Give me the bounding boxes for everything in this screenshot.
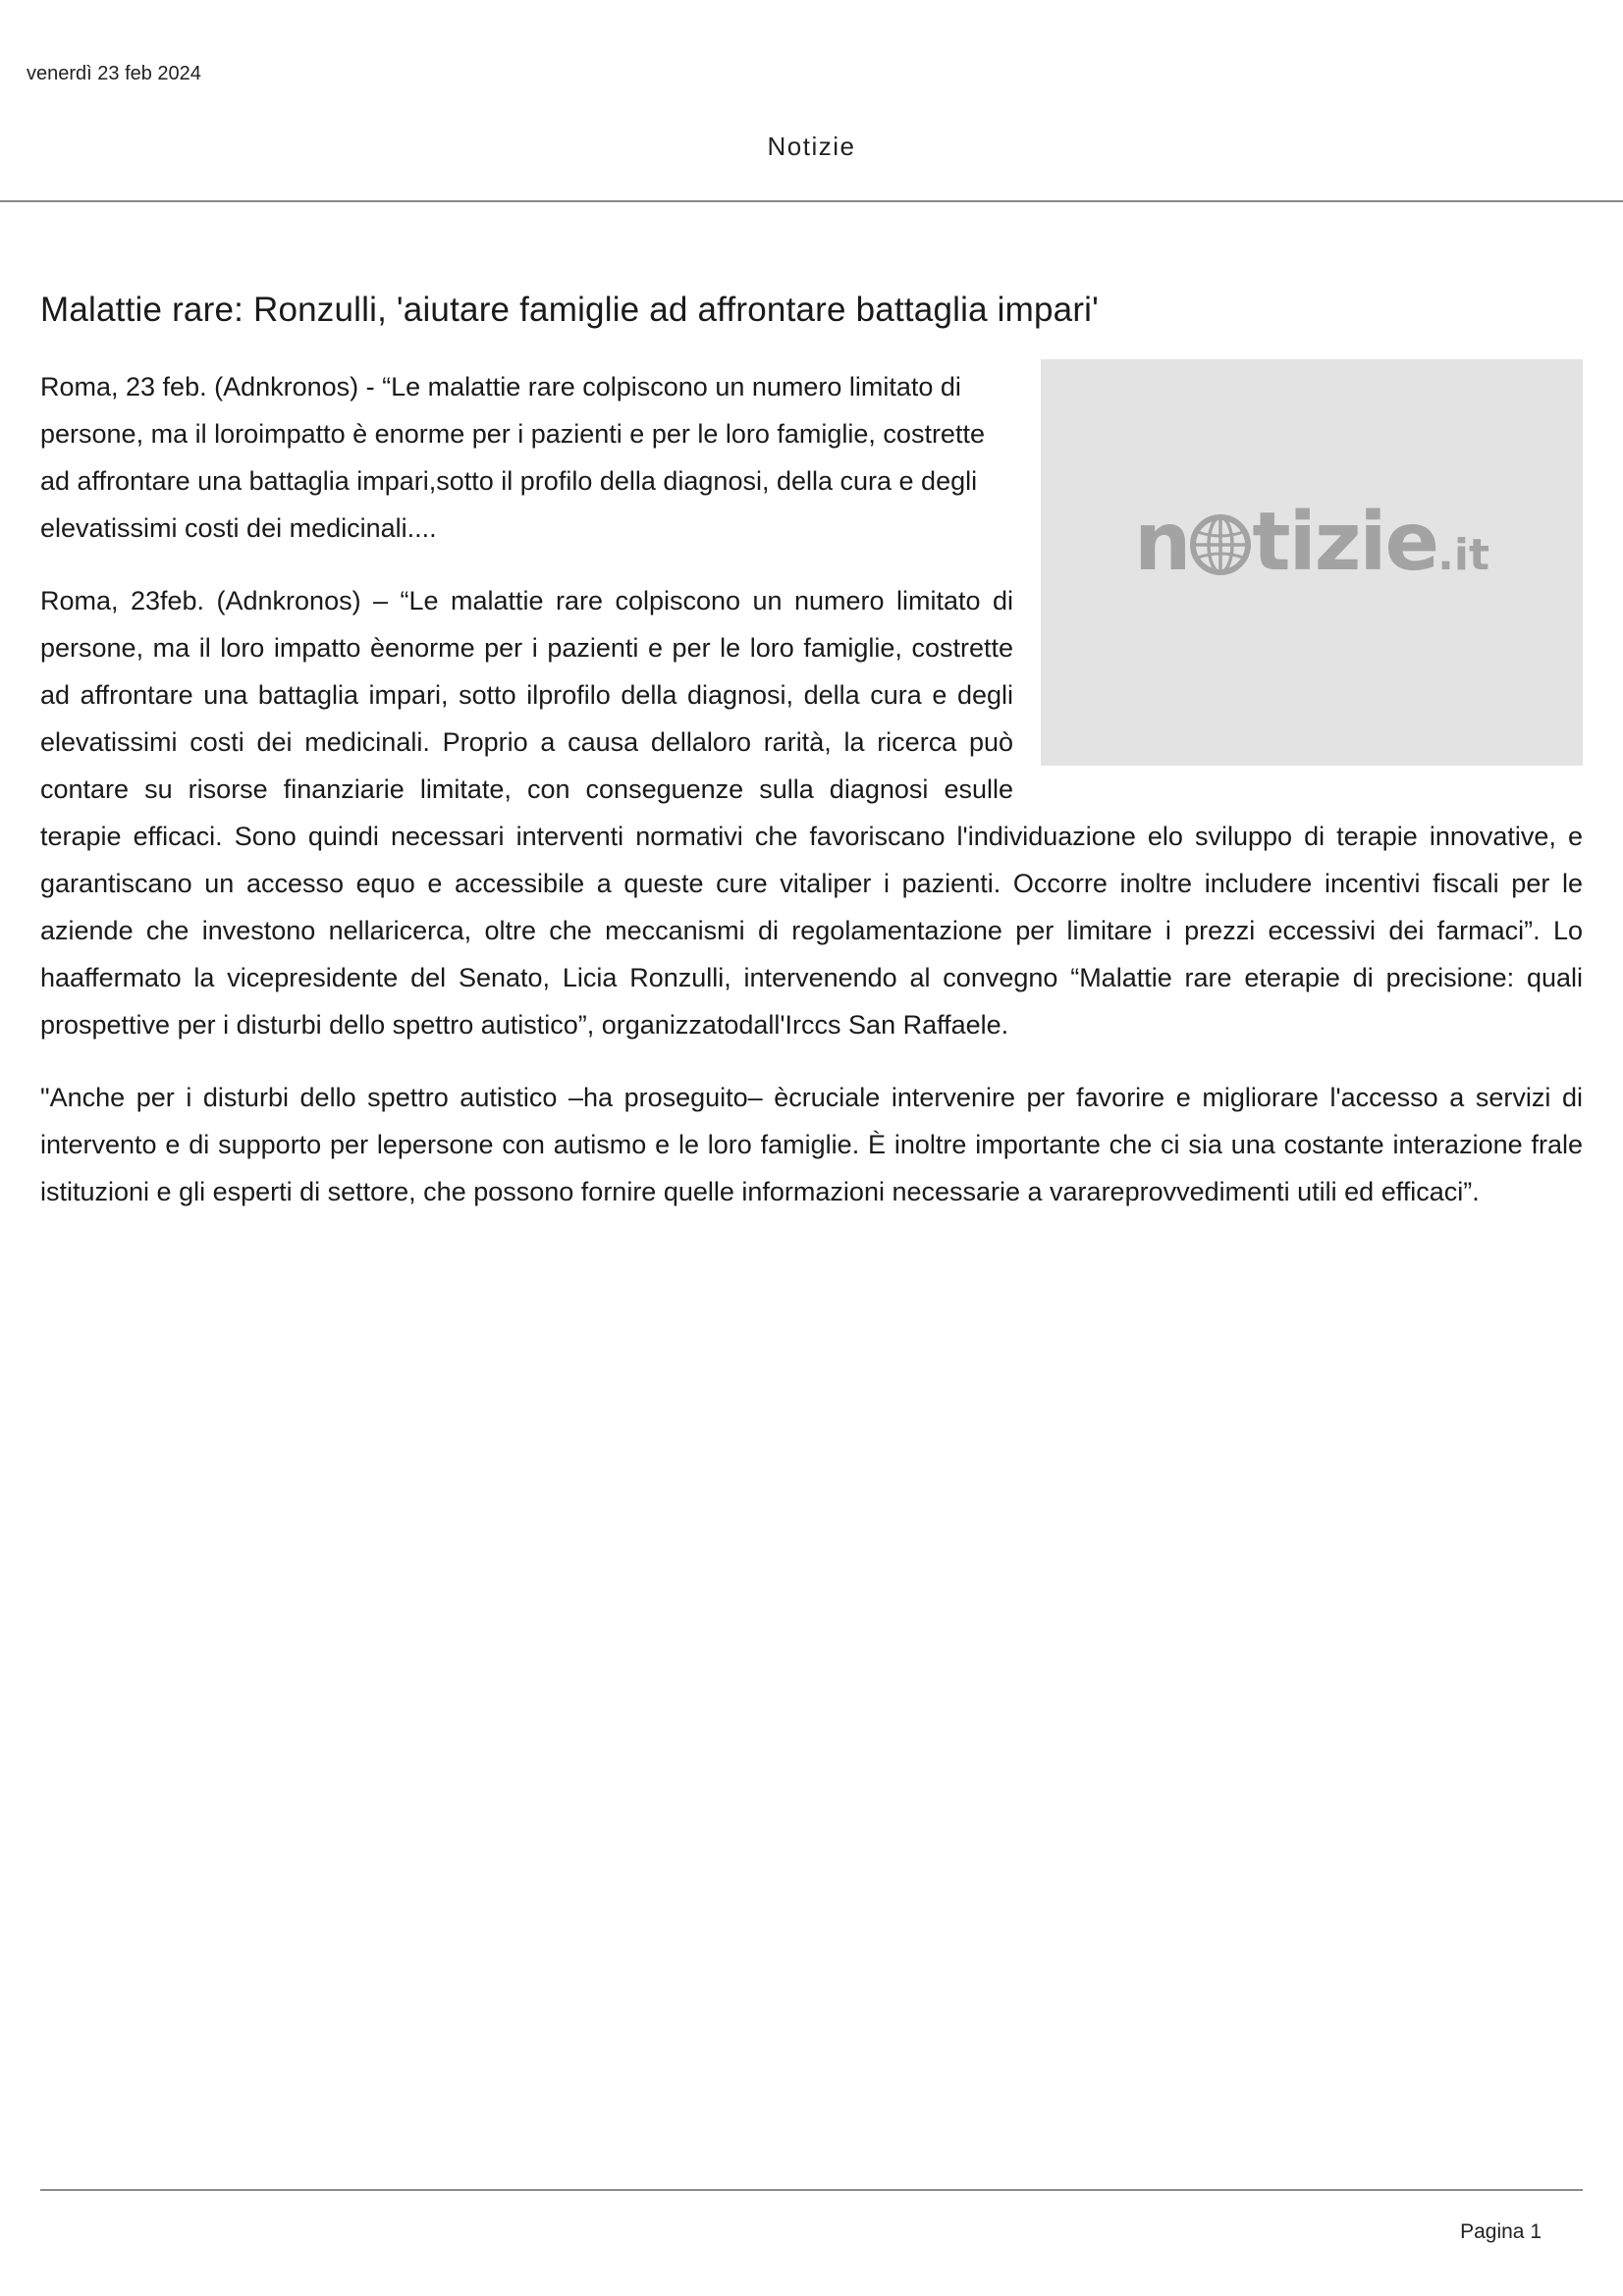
section-title: Notizie [767, 132, 856, 161]
logo-tld: .it [1437, 530, 1489, 580]
article-paragraph-2: "Anche per i disturbi dello spettro autistico –ha proseguito– ècruciale intervenire per favorire e migliorare l'accesso a servizi di intervento e di supporto per lepersone con autismo e le loro famiglie. È inoltre importante che ci sia una costante interazione frale istituzioni e gli esperti di settore, che possono fornire quelle informazioni necessarie a varareprovvedimenti utili ed efficaci”. [40, 1083, 1583, 1206]
logo-text-end: tizie [1252, 496, 1438, 589]
logo-text-start: n [1134, 496, 1190, 589]
article-image-placeholder [1041, 359, 1583, 766]
header-divider [0, 200, 1623, 202]
footer-divider [40, 2189, 1583, 2191]
article-paragraph-1: Roma, 23feb. (Adnkronos) – “Le malattie rare colpiscono un numero limitato di persone, ma il loro impatto èenorme per i pazienti e per le loro famiglie, costrette ad affrontare una battaglia impari, sotto ilprofilo della diagnosi, della cura e degli elevatissimi costi dei medicinali. Proprio a causa dellaloro rarità, la ricerca può contare su risorse finanziarie limitate, con conseguenze sulla diagnosi esulle terapie efficaci. Sono quindi necessari interventi normativi che favoriscano l'individuazione elo sviluppo di terapie innovative, e garantiscano un accesso equo e accessibile a queste cure vitaliper i pazienti. Occorre inoltre includere incentivi fiscali per le aziende che investono nellaricerca, oltre che meccanismi di regolamentazione per limitare i prezzi eccessivi dei farmaci”. Lo haaffermato la vicepresidente del Senato, Licia Ronzulli, intervenendo al convegno “Malattie rare eterapie di precisione: quali prospettive per i disturbi dello spettro autistico”, organizzatodall'Irccs San Raffaele. [40, 586, 1583, 1040]
page-number: Pagina 1 [1460, 2220, 1542, 2243]
article-headline: Malattie rare: Ronzulli, 'aiutare famiglie ad affrontare battaglia impari' [40, 291, 1100, 329]
notizie-logo [1041, 496, 1583, 589]
article-body [40, 363, 1583, 1241]
print-date: venerdì 23 feb 2024 [27, 63, 201, 84]
globe-icon [1190, 514, 1251, 575]
article-summary: Roma, 23 feb. (Adnkronos) - “Le malattie rare colpiscono un numero limitato di persone, ma il loroimpatto è enorme per i pazienti e per le loro famiglie, costrette ad affrontare una battaglia impari,sotto il profilo della diagnosi, della cura e degli elevatissimi costi dei medicinali.... [40, 372, 985, 543]
